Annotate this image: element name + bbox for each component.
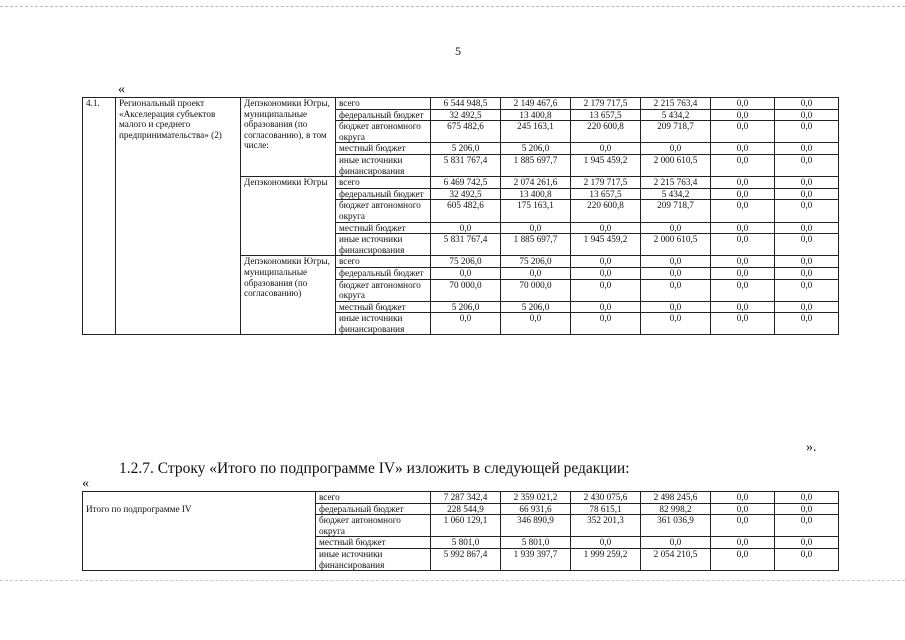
funding-source-cell: местный бюджет [336, 301, 431, 313]
amount-cell: 2 000 610,5 [641, 154, 711, 176]
amount-cell: 352 201,3 [571, 515, 641, 537]
total-label-cell: Итого по подпрограмме IV [83, 492, 316, 571]
amount-cell: 209 718,7 [641, 200, 711, 222]
funding-source-cell: иные источники финансирования [336, 154, 431, 176]
amount-cell: 0,0 [711, 537, 775, 549]
amount-cell: 2 215 763,4 [641, 98, 711, 110]
amount-cell: 0,0 [571, 537, 641, 549]
subprogram-total-table [82, 491, 839, 571]
amount-cell: 5 206,0 [431, 143, 501, 155]
amount-cell: 0,0 [711, 200, 775, 222]
amount-cell: 75 206,0 [501, 256, 571, 268]
amount-cell: 0,0 [711, 109, 775, 121]
amount-cell: 0,0 [775, 121, 839, 143]
amount-cell: 0,0 [775, 301, 839, 313]
amount-cell: 0,0 [641, 313, 711, 335]
amount-cell: 0,0 [775, 177, 839, 189]
amount-cell: 32 492,5 [431, 109, 501, 121]
amount-cell: 0,0 [641, 537, 711, 549]
amount-cell: 0,0 [711, 177, 775, 189]
amount-cell: 0,0 [711, 188, 775, 200]
amount-cell: 0,0 [571, 143, 641, 155]
amount-cell: 5 206,0 [501, 301, 571, 313]
amount-cell: 0,0 [775, 98, 839, 110]
amount-cell: 0,0 [431, 313, 501, 335]
amount-cell: 228 544,9 [431, 503, 501, 515]
amount-cell: 5 801,0 [431, 537, 501, 549]
amount-cell: 2 054 210,5 [641, 548, 711, 570]
funding-source-cell: местный бюджет [336, 143, 431, 155]
amount-cell: 0,0 [641, 143, 711, 155]
amount-cell: 0,0 [775, 222, 839, 234]
funding-source-cell: федеральный бюджет [316, 503, 431, 515]
funding-source-cell: иные источники финансирования [336, 313, 431, 335]
page-number: 5 [455, 44, 461, 58]
amount-cell: 0,0 [775, 492, 839, 504]
amount-cell: 2 000 610,5 [641, 234, 711, 256]
amount-cell: 0,0 [711, 279, 775, 301]
amount-cell: 5 992 867,4 [431, 548, 501, 570]
amount-cell: 0,0 [711, 222, 775, 234]
project-name-cell: Региональный проект «Акселерация субъектов малого и среднего предпринимательства» (2) [116, 98, 241, 335]
funding-source-cell: бюджет автономного округа [336, 279, 431, 301]
amount-cell: 5 801,0 [501, 537, 571, 549]
amount-cell: 0,0 [775, 503, 839, 515]
amount-cell: 346 890,9 [501, 515, 571, 537]
amount-cell: 13 400,8 [501, 188, 571, 200]
amount-cell: 0,0 [431, 267, 501, 279]
amount-cell: 0,0 [711, 98, 775, 110]
amount-cell: 2 179 717,5 [571, 177, 641, 189]
amount-cell: 1 999 259,2 [571, 548, 641, 570]
amount-cell: 175 163,1 [501, 200, 571, 222]
amount-cell: 0,0 [775, 188, 839, 200]
amount-cell: 0,0 [711, 234, 775, 256]
amount-cell: 0,0 [571, 279, 641, 301]
amount-cell: 0,0 [711, 301, 775, 313]
amount-cell: 7 287 342,4 [431, 492, 501, 504]
amount-cell: 0,0 [711, 121, 775, 143]
amount-cell: 2 149 467,6 [501, 98, 571, 110]
amount-cell: 1 945 459,2 [571, 234, 641, 256]
amount-cell: 1 060 129,1 [431, 515, 501, 537]
amount-cell: 675 482,6 [431, 121, 501, 143]
amount-cell: 0,0 [571, 267, 641, 279]
amount-cell: 0,0 [711, 267, 775, 279]
amount-cell: 0,0 [571, 222, 641, 234]
executor-cell: Депэкономики Югры [241, 177, 336, 256]
opening-quote-bottom: « [82, 476, 89, 491]
amount-cell: 0,0 [711, 492, 775, 504]
amount-cell: 245 163,1 [501, 121, 571, 143]
amount-cell: 0,0 [711, 143, 775, 155]
amount-cell: 0,0 [641, 222, 711, 234]
amount-cell: 0,0 [501, 313, 571, 335]
funding-source-cell: всего [316, 492, 431, 504]
amount-cell: 5 831 767,4 [431, 154, 501, 176]
funding-source-cell: всего [336, 98, 431, 110]
amount-cell: 32 492,5 [431, 188, 501, 200]
amount-cell: 0,0 [711, 503, 775, 515]
amount-cell: 0,0 [775, 267, 839, 279]
amount-cell: 0,0 [571, 301, 641, 313]
amount-cell: 0,0 [711, 313, 775, 335]
amount-cell: 0,0 [775, 313, 839, 335]
amount-cell: 0,0 [775, 143, 839, 155]
amount-cell: 0,0 [775, 109, 839, 121]
amount-cell: 5 434,2 [641, 109, 711, 121]
funding-source-cell: всего [336, 256, 431, 268]
amount-cell: 2 359 021,2 [501, 492, 571, 504]
amount-cell: 0,0 [711, 515, 775, 537]
scan-fold-line [0, 580, 905, 581]
amount-cell: 0,0 [775, 200, 839, 222]
amount-cell: 0,0 [775, 256, 839, 268]
amount-cell: 0,0 [501, 222, 571, 234]
funding-source-cell: федеральный бюджет [336, 188, 431, 200]
amount-cell: 0,0 [775, 234, 839, 256]
amount-cell: 605 482,6 [431, 200, 501, 222]
table-row [83, 98, 839, 110]
amount-cell: 1 885 697,7 [501, 234, 571, 256]
funding-source-cell: иные источники финансирования [336, 234, 431, 256]
funding-source-cell: местный бюджет [336, 222, 431, 234]
amount-cell: 0,0 [571, 313, 641, 335]
executor-cell: Депэкономики Югры, муниципальные образования (по согласованию) [241, 256, 336, 335]
amount-cell: 2 179 717,5 [571, 98, 641, 110]
amount-cell: 70 000,0 [501, 279, 571, 301]
amount-cell: 5 206,0 [431, 301, 501, 313]
amount-cell: 1 939 397,7 [501, 548, 571, 570]
funding-source-cell: бюджет автономного округа [336, 200, 431, 222]
executor-cell: Депэкономики Югры, муниципальные образования (по согласованию), в том числе: [241, 98, 336, 177]
amount-cell: 2 498 245,6 [641, 492, 711, 504]
amount-cell: 0,0 [571, 256, 641, 268]
amount-cell: 5 206,0 [501, 143, 571, 155]
amount-cell: 0,0 [641, 301, 711, 313]
amount-cell: 13 657,5 [571, 109, 641, 121]
scan-edge-line [0, 6, 905, 7]
funding-source-cell: иные источники финансирования [316, 548, 431, 570]
closing-quote: ». [806, 440, 817, 455]
amount-cell: 1 885 697,7 [501, 154, 571, 176]
amount-cell: 0,0 [775, 515, 839, 537]
amount-cell: 2 215 763,4 [641, 177, 711, 189]
amount-cell: 0,0 [711, 548, 775, 570]
amount-cell: 70 000,0 [431, 279, 501, 301]
amount-cell: 0,0 [775, 537, 839, 549]
funding-source-cell: федеральный бюджет [336, 109, 431, 121]
amount-cell: 0,0 [775, 154, 839, 176]
amount-cell: 0,0 [431, 222, 501, 234]
amount-cell: 75 206,0 [431, 256, 501, 268]
funding-source-cell: местный бюджет [316, 537, 431, 549]
amount-cell: 0,0 [501, 267, 571, 279]
amount-cell: 2 430 075,6 [571, 492, 641, 504]
funding-source-cell: федеральный бюджет [336, 267, 431, 279]
section-heading: 1.2.7. Строку «Итого по подпрограмме IV» изложить в следующей редакции: [119, 460, 630, 477]
amount-cell: 13 400,8 [501, 109, 571, 121]
amount-cell: 2 074 261,6 [501, 177, 571, 189]
opening-quote-top: « [118, 82, 125, 97]
row-number-cell: 4.1. [83, 98, 116, 335]
amount-cell: 209 718,7 [641, 121, 711, 143]
amount-cell: 0,0 [775, 548, 839, 570]
amount-cell: 5 831 767,4 [431, 234, 501, 256]
amount-cell: 13 657,5 [571, 188, 641, 200]
amount-cell: 220 600,8 [571, 121, 641, 143]
amount-cell: 78 615,1 [571, 503, 641, 515]
amount-cell: 5 434,2 [641, 188, 711, 200]
amount-cell: 6 469 742,5 [431, 177, 501, 189]
amount-cell: 1 945 459,2 [571, 154, 641, 176]
funding-source-cell: бюджет автономного округа [336, 121, 431, 143]
amount-cell: 220 600,8 [571, 200, 641, 222]
amount-cell: 0,0 [711, 154, 775, 176]
amount-cell: 66 931,6 [501, 503, 571, 515]
amount-cell: 0,0 [641, 256, 711, 268]
amount-cell: 0,0 [711, 256, 775, 268]
funding-source-cell: всего [336, 177, 431, 189]
table-row [83, 492, 839, 504]
amount-cell: 0,0 [641, 267, 711, 279]
amount-cell: 0,0 [641, 279, 711, 301]
amount-cell: 6 544 948,5 [431, 98, 501, 110]
project-funding-table [82, 97, 839, 335]
amount-cell: 361 036,9 [641, 515, 711, 537]
amount-cell: 0,0 [775, 279, 839, 301]
amount-cell: 82 998,2 [641, 503, 711, 515]
funding-source-cell: бюджет автономного округа [316, 515, 431, 537]
